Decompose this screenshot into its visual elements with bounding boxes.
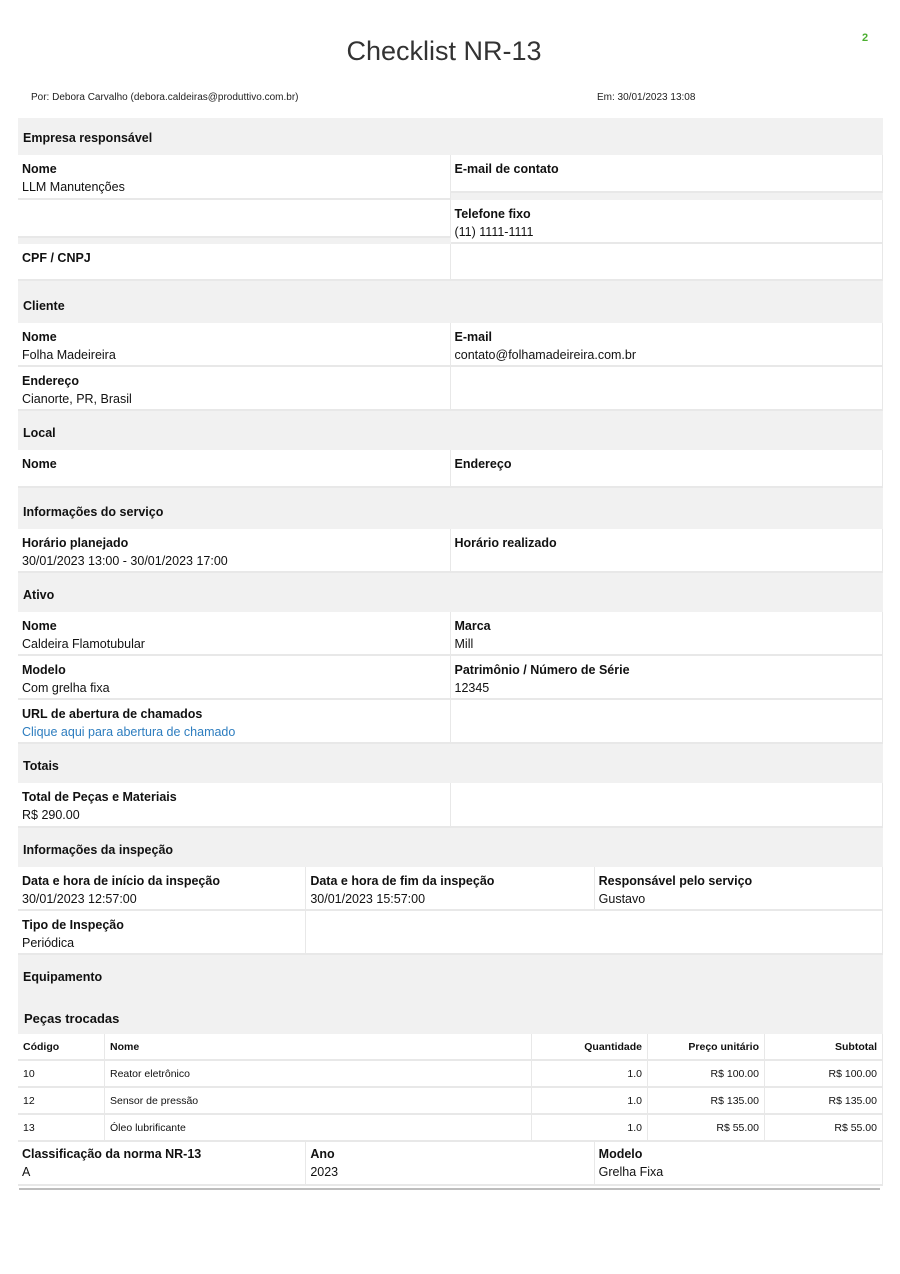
field-label: Responsável pelo serviço	[598, 874, 753, 888]
field-label: Ano	[310, 1147, 335, 1161]
field-label: E-mail de contato	[454, 162, 559, 176]
field-total-pecas	[18, 783, 451, 828]
field-ativo-marca	[451, 612, 884, 656]
field-value	[22, 473, 446, 492]
field-modelo-equipamento	[595, 1142, 883, 1186]
field-value: R$ 290.00	[22, 808, 80, 822]
section-equipamento	[18, 957, 883, 1186]
column-header-codigo: Código	[18, 1034, 105, 1060]
field-label: Nome	[22, 457, 57, 471]
field-value: contato@folhamadeireira.com.br	[454, 348, 637, 362]
field-empresa-empty	[18, 200, 451, 238]
field-label: Horário realizado	[454, 536, 557, 550]
column-header-preco-unitario: Preço unitário	[648, 1034, 765, 1060]
cell-preco-unitario: R$ 55.00	[648, 1114, 765, 1141]
field-value: Mill	[454, 637, 474, 651]
field-label: URL de abertura de chamados	[22, 707, 203, 721]
section-title: Informações da inspeção	[23, 843, 174, 857]
page-title: Checklist NR-13	[346, 36, 542, 66]
field-label: Data e hora de início da inspeção	[22, 874, 220, 888]
field-empresa-email	[451, 155, 884, 193]
field-totais-blank	[451, 783, 884, 828]
field-value: 2023	[310, 1165, 339, 1179]
field-label: Telefone fixo	[454, 207, 531, 221]
field-empresa-blank	[451, 244, 884, 281]
field-label: E-mail	[454, 330, 493, 344]
field-value: (11) 1111-1111	[454, 225, 534, 239]
field-value: Periódica	[22, 936, 75, 950]
cell-nome: Sensor de pressão	[105, 1087, 532, 1114]
section-title: Equipamento	[23, 970, 103, 984]
parts-table	[18, 1034, 883, 1142]
field-label: Data e hora de fim da inspeção	[310, 874, 495, 888]
field-cliente-endereco	[18, 367, 451, 411]
field-ativo-url	[18, 700, 451, 744]
field-value	[22, 267, 446, 286]
cell-subtotal: R$ 55.00	[765, 1114, 883, 1141]
table-row	[18, 1060, 883, 1087]
cell-preco-unitario: R$ 135.00	[648, 1087, 765, 1114]
field-cliente-blank	[451, 367, 884, 411]
section-totais	[18, 746, 883, 830]
field-inicio-inspecao	[18, 867, 306, 911]
field-cliente-nome	[18, 323, 451, 367]
field-inspecao-blank	[306, 911, 883, 955]
field-value	[455, 552, 879, 571]
field-label: Nome	[22, 330, 57, 344]
table-header-row	[18, 1034, 883, 1060]
cell-codigo: 12	[18, 1087, 105, 1114]
field-ativo-modelo	[18, 656, 451, 700]
field-value: Caldeira Flamotubular	[22, 637, 145, 651]
cell-subtotal: R$ 135.00	[765, 1087, 883, 1114]
cell-codigo: 10	[18, 1060, 105, 1087]
field-value: 30/01/2023 13:00 - 30/01/2023 17:00	[22, 554, 228, 568]
field-value: Grelha Fixa	[598, 1165, 664, 1179]
cell-codigo: 13	[18, 1114, 105, 1141]
field-empresa-cpf	[18, 244, 451, 281]
field-tipo-inspecao	[18, 911, 306, 955]
field-local-nome	[18, 450, 451, 488]
table-row	[18, 1087, 883, 1114]
field-label: Marca	[454, 619, 491, 633]
date-line: Em: 30/01/2023 13:08	[597, 92, 696, 103]
field-label: Modelo	[598, 1147, 643, 1161]
open-ticket-link[interactable]: Clique aqui para abertura de chamado	[22, 725, 236, 739]
field-label: Patrimônio / Número de Série	[454, 663, 630, 677]
parts-table-title: Peças trocadas	[24, 1011, 120, 1026]
field-horario-planejado	[18, 529, 451, 573]
field-label: Nome	[22, 619, 57, 633]
section-inspecao	[18, 830, 883, 957]
section-servico	[18, 490, 883, 575]
column-header-quantidade: Quantidade	[532, 1034, 648, 1060]
field-ano	[306, 1142, 594, 1186]
section-title: Cliente	[23, 299, 65, 313]
field-responsavel	[595, 867, 883, 911]
section-ativo	[18, 575, 883, 746]
cell-quantidade: 1.0	[532, 1087, 648, 1114]
field-ativo-nome	[18, 612, 451, 656]
field-label: Total de Peças e Materiais	[22, 790, 177, 804]
cell-subtotal: R$ 100.00	[765, 1060, 883, 1087]
column-header-subtotal: Subtotal	[765, 1034, 883, 1060]
field-classificacao	[18, 1142, 306, 1186]
field-ativo-blank	[451, 700, 884, 744]
section-cliente	[18, 283, 883, 413]
field-value: LLM Manutenções	[22, 180, 125, 194]
cell-preco-unitario: R$ 100.00	[648, 1060, 765, 1087]
cell-quantidade: 1.0	[532, 1060, 648, 1087]
table-row	[18, 1114, 883, 1141]
field-label: Modelo	[22, 663, 66, 677]
field-value: 30/01/2023 15:57:00	[310, 892, 426, 906]
page-number: 2	[862, 32, 869, 44]
column-header-nome: Nome	[105, 1034, 532, 1060]
field-label: Tipo de Inspeção	[22, 918, 124, 932]
field-horario-realizado	[451, 529, 884, 573]
section-local	[18, 413, 883, 490]
field-value	[455, 178, 879, 197]
field-value: 30/01/2023 12:57:00	[22, 892, 137, 906]
field-label: Nome	[22, 162, 57, 176]
field-value: Gustavo	[598, 892, 646, 906]
section-title: Local	[23, 426, 56, 440]
field-value: A	[22, 1165, 31, 1179]
parts-table-container	[18, 997, 883, 1142]
field-local-endereco	[451, 450, 884, 488]
section-title: Informações do serviço	[23, 505, 164, 519]
author-line: Por: Debora Carvalho (debora.caldeiras@produttivo.com.br)	[31, 92, 299, 103]
field-label: Horário planejado	[22, 536, 129, 550]
cell-quantidade: 1.0	[532, 1114, 648, 1141]
field-value: 12345	[454, 681, 490, 695]
field-ativo-patrimonio	[451, 656, 884, 700]
field-label: Endereço	[454, 457, 512, 471]
section-empresa	[18, 118, 883, 283]
section-title: Empresa responsável	[23, 131, 153, 145]
field-cliente-email	[451, 323, 884, 367]
field-empresa-telefone	[451, 200, 884, 244]
field-label: Classificação da norma NR-13	[22, 1147, 202, 1161]
field-value: Folha Madeireira	[22, 348, 116, 362]
cell-nome: Óleo lubrificante	[105, 1114, 532, 1141]
field-value	[455, 473, 879, 492]
field-fim-inspecao	[306, 867, 594, 911]
field-value: Com grelha fixa	[22, 681, 110, 695]
field-value: Cianorte, PR, Brasil	[22, 392, 132, 406]
section-title: Totais	[23, 759, 59, 773]
field-empresa-nome	[18, 155, 451, 200]
section-title: Ativo	[23, 588, 55, 602]
document-body	[18, 118, 883, 1186]
cell-nome: Reator eletrônico	[105, 1060, 532, 1087]
footer-divider	[19, 1188, 880, 1190]
field-label: CPF / CNPJ	[22, 251, 91, 265]
field-label: Endereço	[22, 374, 79, 388]
